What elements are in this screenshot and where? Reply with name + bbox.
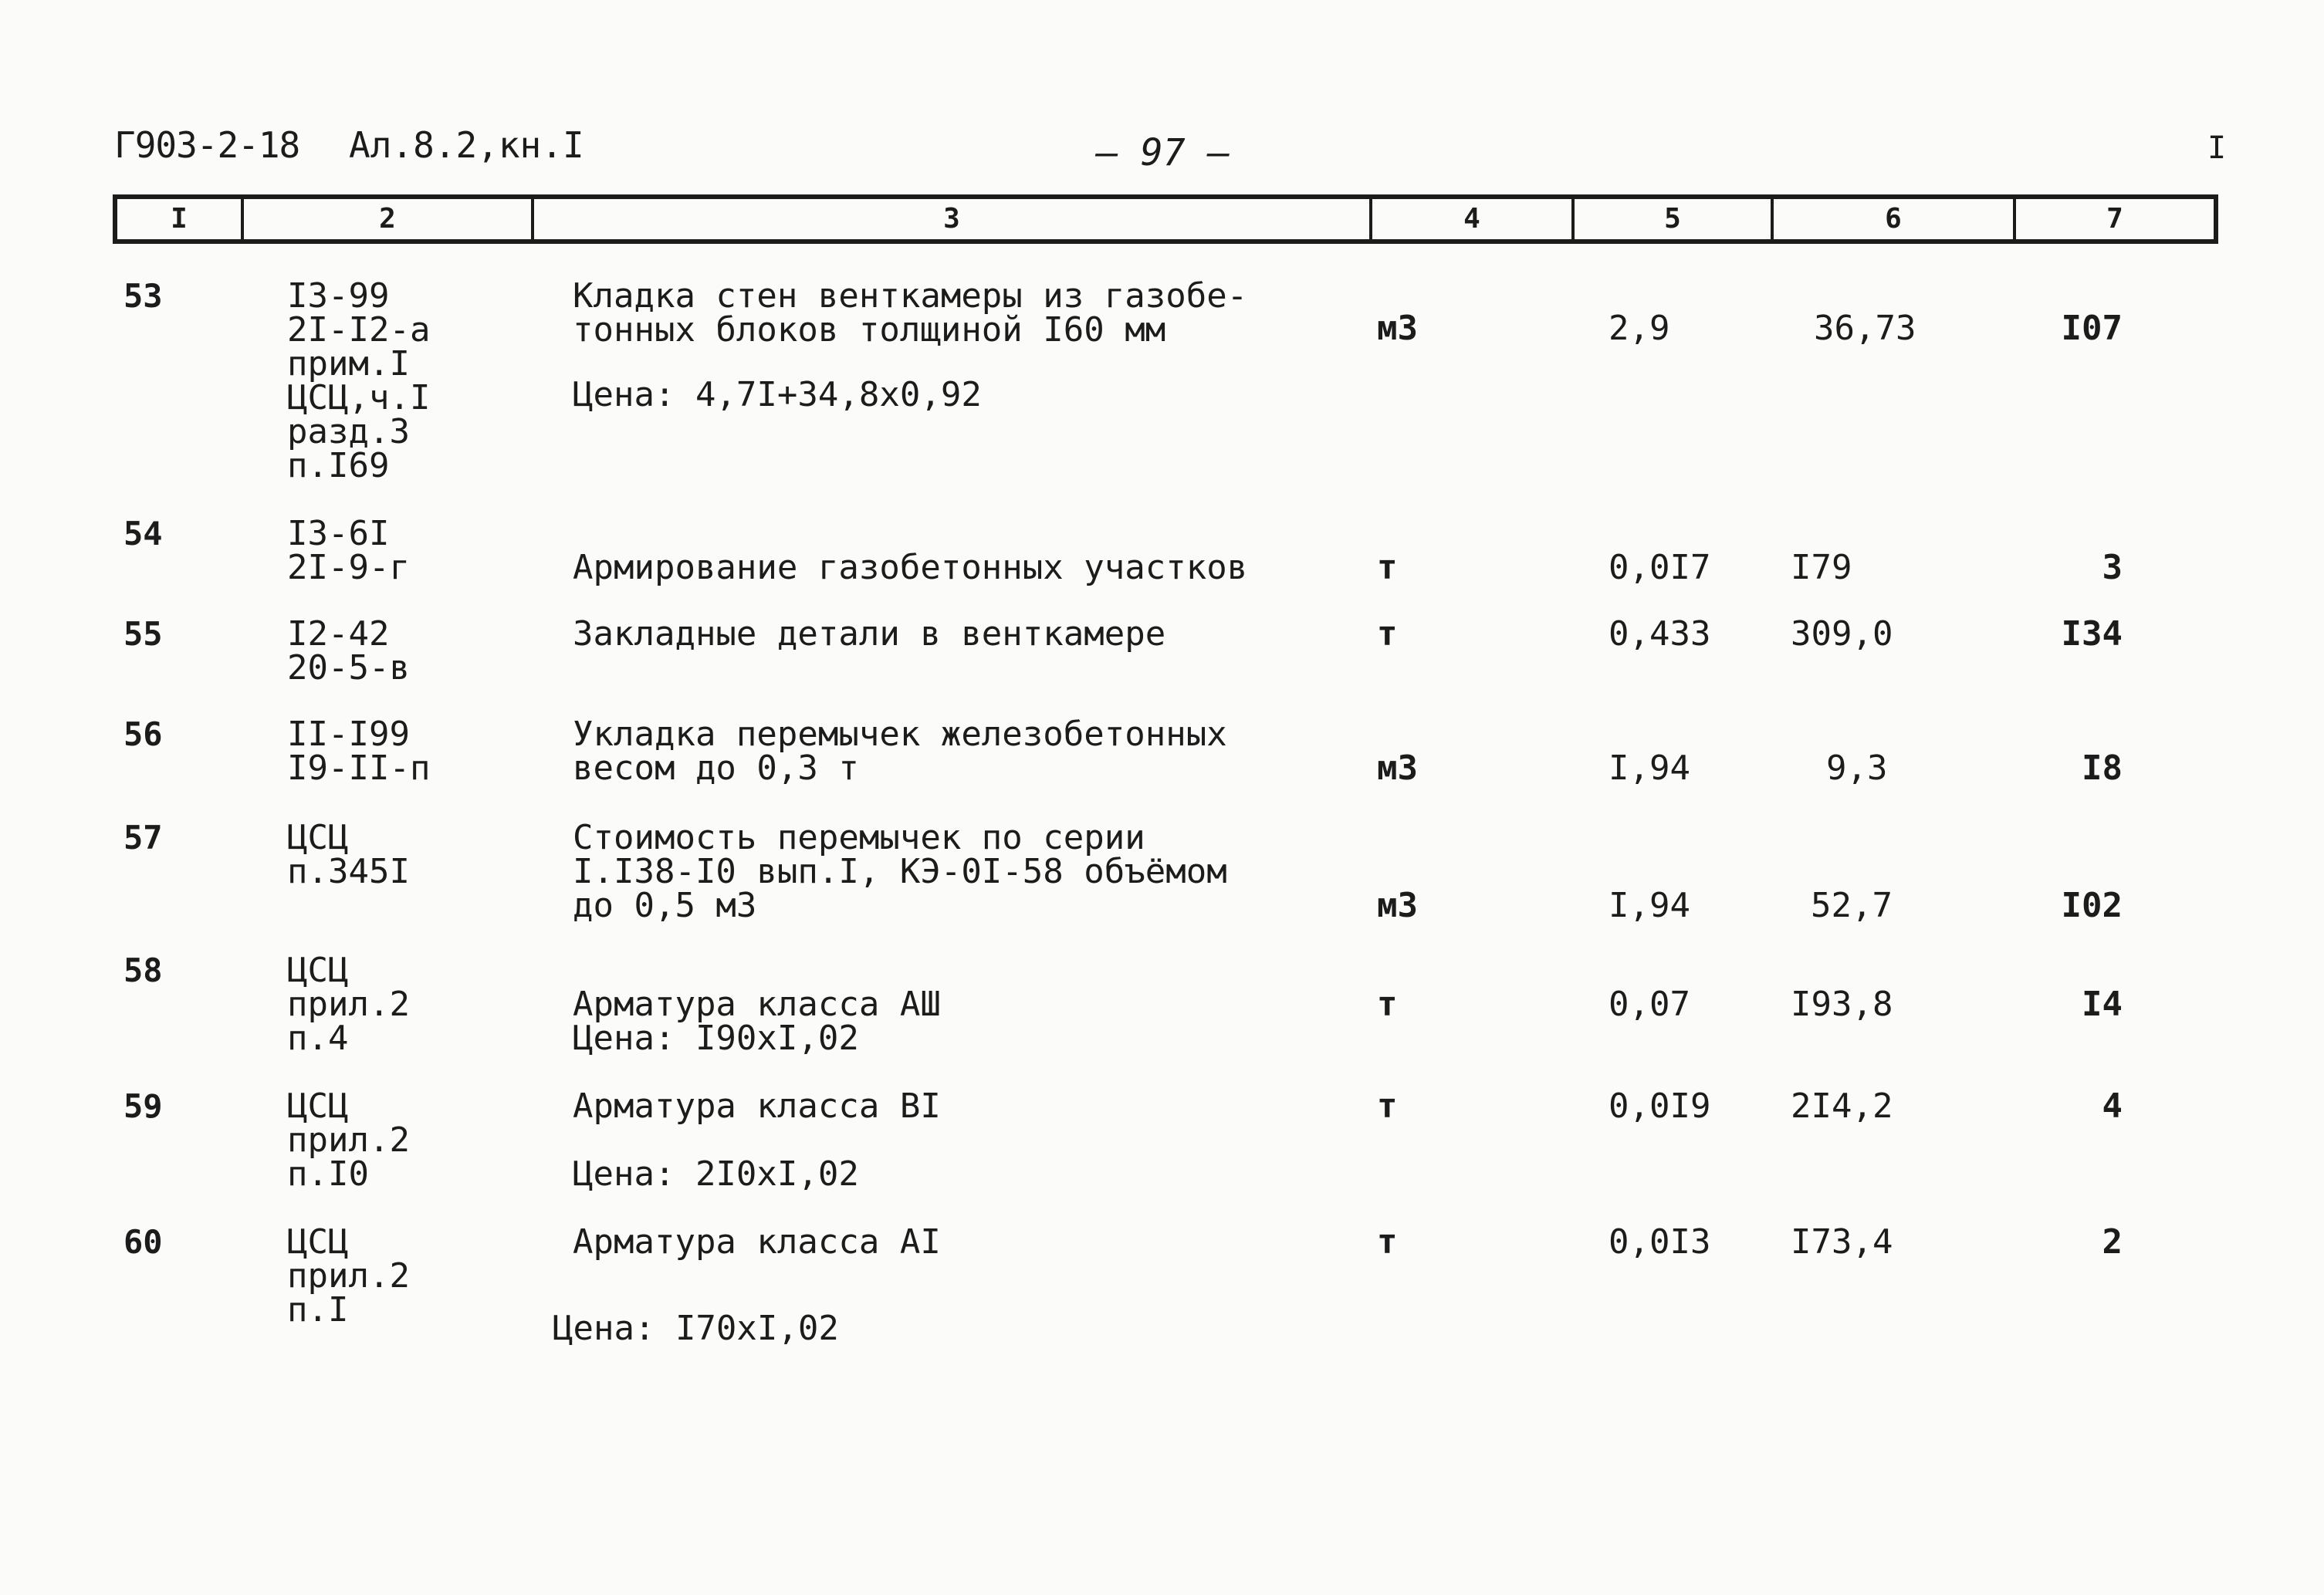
row-unit-price: 2I4,2 xyxy=(1791,1086,1893,1126)
row-total: 3 xyxy=(2102,548,2123,587)
row-number: 54 xyxy=(123,515,163,553)
row-quantity: 0,433 xyxy=(1609,614,1711,654)
row-total: I02 xyxy=(2061,886,2123,925)
row-description: Стоимость перемычек по серии I.I38-I0 вып.I, КЭ-0I-58 объёмом до 0,5 м3 xyxy=(573,818,1227,925)
row-unit: т xyxy=(1377,1086,1398,1126)
row-code: I3-6I 2I-9-г xyxy=(287,514,410,587)
row-unit: м3 xyxy=(1377,749,1418,788)
row-price-note: Цена: 4,7I+34,8х0,92 xyxy=(573,375,982,414)
row-unit-price: I93,8 xyxy=(1791,985,1893,1024)
margin-mark: I xyxy=(2207,130,2227,166)
row-total: I8 xyxy=(2082,749,2123,788)
page-number: — 97 — xyxy=(1096,131,1230,174)
column-header-2: 2 xyxy=(244,199,534,239)
document-code: Г903-2-18 xyxy=(114,124,300,166)
row-description: Кладка стен венткамеры из газобе- тонных блоков толщиной I60 мм xyxy=(573,276,1248,350)
row-quantity: 0,0I7 xyxy=(1609,548,1711,587)
row-description: Арматура класса АI xyxy=(573,1222,941,1262)
row-quantity: 2,9 xyxy=(1609,309,1670,348)
column-header-7: 7 xyxy=(2106,203,2123,235)
row-quantity: 0,07 xyxy=(1609,985,1690,1024)
row-total: 2 xyxy=(2102,1222,2123,1262)
column-header-6: 6 xyxy=(1774,199,2016,239)
row-code: ЦСЦ прил.2 п.I0 xyxy=(287,1086,410,1194)
row-price-note: Цена: I70хI,02 xyxy=(553,1309,839,1348)
column-header-1: I xyxy=(117,199,244,239)
row-code: I2-42 20-5-в xyxy=(287,614,410,688)
row-unit-price: I79 xyxy=(1791,548,1852,587)
row-number: 57 xyxy=(123,819,163,857)
row-unit: т xyxy=(1377,985,1398,1024)
row-price-note: Цена: 2I0хI,02 xyxy=(573,1154,859,1194)
row-code: II-I99 I9-II-п xyxy=(287,715,431,788)
row-total: I07 xyxy=(2061,309,2123,348)
column-header-4: 4 xyxy=(1372,199,1575,239)
row-unit: т xyxy=(1377,1222,1398,1262)
row-description: Арматура класса АШ Цена: I90хI,02 xyxy=(573,985,941,1058)
row-unit-price: 36,73 xyxy=(1814,309,1916,348)
row-total: I4 xyxy=(2082,985,2123,1024)
row-quantity: 0,0I3 xyxy=(1609,1222,1711,1262)
row-number: 58 xyxy=(123,951,163,989)
column-header-5: 5 xyxy=(1575,199,1774,239)
row-number: 60 xyxy=(123,1223,163,1261)
row-unit-price: 309,0 xyxy=(1791,614,1893,654)
column-header-bar xyxy=(113,194,2218,244)
row-description: Арматура класса BI xyxy=(573,1086,941,1126)
row-total: 4 xyxy=(2102,1086,2123,1126)
row-description: Укладка перемычек железобетонных весом до 0,3 т xyxy=(573,715,1227,788)
row-description: Закладные детали в венткамере xyxy=(573,614,1166,654)
row-description: Армирование газобетонных участков xyxy=(573,548,1248,587)
column-header-3: 3 xyxy=(534,199,1372,239)
row-unit: м3 xyxy=(1377,309,1418,348)
row-unit-price: 9,3 xyxy=(1826,749,1888,788)
row-code: I3-99 2I-I2-а прим.I ЦСЦ,ч.I разд.3 п.I69 xyxy=(287,276,431,485)
row-number: 53 xyxy=(123,277,163,315)
row-number: 55 xyxy=(123,615,163,653)
row-code: ЦСЦ прил.2 п.4 xyxy=(287,951,410,1058)
row-unit-price: 52,7 xyxy=(1811,886,1893,925)
row-quantity: 0,0I9 xyxy=(1609,1086,1711,1126)
row-unit-price: I73,4 xyxy=(1791,1222,1893,1262)
row-total: I34 xyxy=(2061,614,2123,654)
row-unit: т xyxy=(1377,614,1398,654)
row-code: ЦСЦ п.345I xyxy=(287,818,410,891)
row-quantity: I,94 xyxy=(1609,886,1690,925)
row-quantity: I,94 xyxy=(1609,749,1690,788)
row-unit: м3 xyxy=(1377,886,1418,925)
row-number: 59 xyxy=(123,1087,163,1125)
row-unit: т xyxy=(1377,548,1398,587)
row-number: 56 xyxy=(123,715,163,753)
row-code: ЦСЦ прил.2 п.I xyxy=(287,1222,410,1330)
document-series: Ал.8.2,кн.I xyxy=(349,124,584,166)
